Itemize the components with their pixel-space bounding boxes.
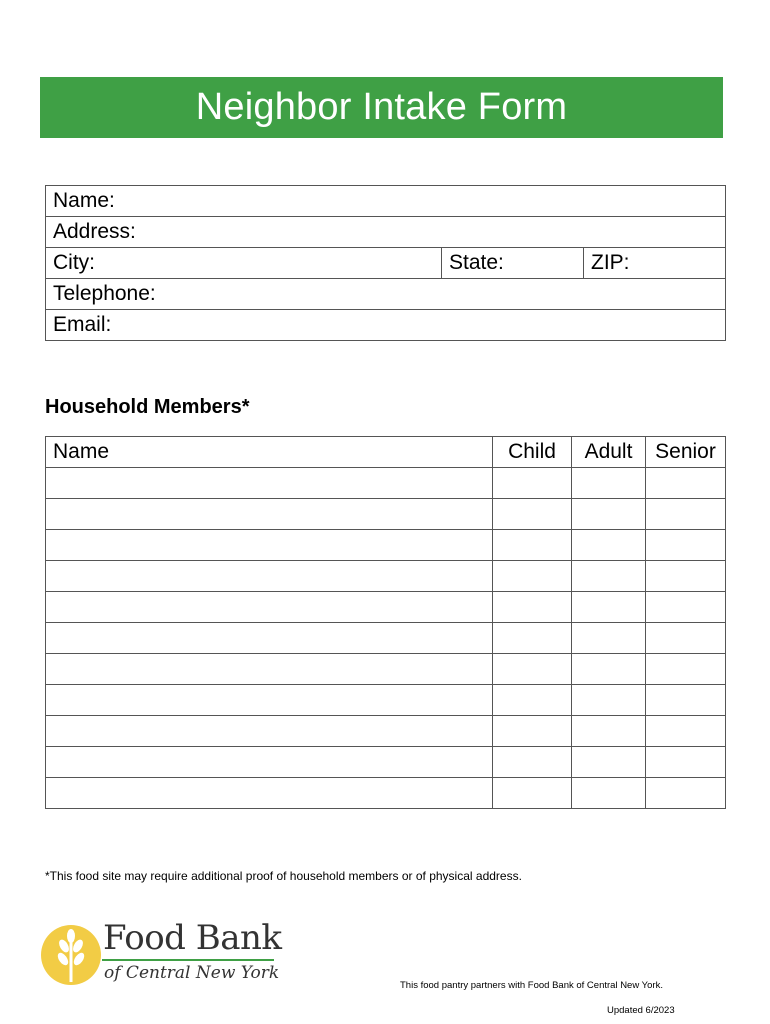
member-child-cell[interactable] [493, 747, 572, 778]
member-adult-cell[interactable] [572, 747, 646, 778]
member-adult-cell[interactable] [572, 592, 646, 623]
column-header-name: Name [46, 437, 493, 468]
member-row [46, 716, 726, 747]
member-row [46, 747, 726, 778]
logo-subtitle: of Central New York [104, 963, 280, 983]
email-field[interactable]: Email: [46, 310, 726, 341]
member-name-cell[interactable] [46, 778, 493, 809]
member-row [46, 499, 726, 530]
member-row [46, 468, 726, 499]
member-child-cell[interactable] [493, 561, 572, 592]
member-name-cell[interactable] [46, 685, 493, 716]
household-members-table [45, 436, 726, 809]
logo-divider [102, 959, 274, 961]
proof-note: *This food site may require additional proof of household members or of physical address. [45, 869, 522, 883]
member-adult-cell[interactable] [572, 623, 646, 654]
column-header-senior: Senior [646, 437, 726, 468]
member-adult-cell[interactable] [572, 499, 646, 530]
member-name-cell[interactable] [46, 468, 493, 499]
address-field[interactable]: Address: [46, 217, 726, 248]
contact-info-table [45, 185, 726, 341]
household-heading: Household Members* [45, 396, 250, 418]
form-title-banner [40, 77, 723, 138]
member-row [46, 592, 726, 623]
member-senior-cell[interactable] [646, 468, 726, 499]
member-name-cell[interactable] [46, 623, 493, 654]
member-adult-cell[interactable] [572, 685, 646, 716]
member-senior-cell[interactable] [646, 654, 726, 685]
name-field[interactable]: Name: [46, 186, 726, 217]
zip-field[interactable]: ZIP: [584, 248, 726, 279]
member-senior-cell[interactable] [646, 778, 726, 809]
member-adult-cell[interactable] [572, 468, 646, 499]
telephone-field[interactable]: Telephone: [46, 279, 726, 310]
member-senior-cell[interactable] [646, 561, 726, 592]
member-child-cell[interactable] [493, 530, 572, 561]
column-header-child: Child [493, 437, 572, 468]
member-row [46, 623, 726, 654]
member-name-cell[interactable] [46, 716, 493, 747]
member-row [46, 654, 726, 685]
member-adult-cell[interactable] [572, 530, 646, 561]
member-row [46, 778, 726, 809]
logo-name: Food Bank [103, 918, 282, 958]
member-adult-cell[interactable] [572, 654, 646, 685]
member-senior-cell[interactable] [646, 685, 726, 716]
member-name-cell[interactable] [46, 654, 493, 685]
member-name-cell[interactable] [46, 747, 493, 778]
member-senior-cell[interactable] [646, 716, 726, 747]
member-row [46, 685, 726, 716]
member-name-cell[interactable] [46, 592, 493, 623]
member-child-cell[interactable] [493, 499, 572, 530]
member-row [46, 561, 726, 592]
state-field[interactable]: State: [442, 248, 584, 279]
member-adult-cell[interactable] [572, 716, 646, 747]
member-child-cell[interactable] [493, 778, 572, 809]
member-child-cell[interactable] [493, 716, 572, 747]
member-senior-cell[interactable] [646, 499, 726, 530]
member-child-cell[interactable] [493, 623, 572, 654]
form-title: Neighbor Intake Form [195, 86, 568, 128]
member-child-cell[interactable] [493, 592, 572, 623]
member-child-cell[interactable] [493, 685, 572, 716]
updated-date: Updated 6/2023 [607, 1005, 675, 1016]
member-adult-cell[interactable] [572, 561, 646, 592]
member-child-cell[interactable] [493, 654, 572, 685]
member-row [46, 530, 726, 561]
member-senior-cell[interactable] [646, 530, 726, 561]
partner-text: This food pantry partners with Food Bank of Central New York. [400, 980, 663, 991]
member-senior-cell[interactable] [646, 747, 726, 778]
member-name-cell[interactable] [46, 499, 493, 530]
member-name-cell[interactable] [46, 561, 493, 592]
member-adult-cell[interactable] [572, 778, 646, 809]
column-header-adult: Adult [572, 437, 646, 468]
city-field[interactable]: City: [46, 248, 442, 279]
member-senior-cell[interactable] [646, 623, 726, 654]
member-name-cell[interactable] [46, 530, 493, 561]
member-senior-cell[interactable] [646, 592, 726, 623]
member-child-cell[interactable] [493, 468, 572, 499]
